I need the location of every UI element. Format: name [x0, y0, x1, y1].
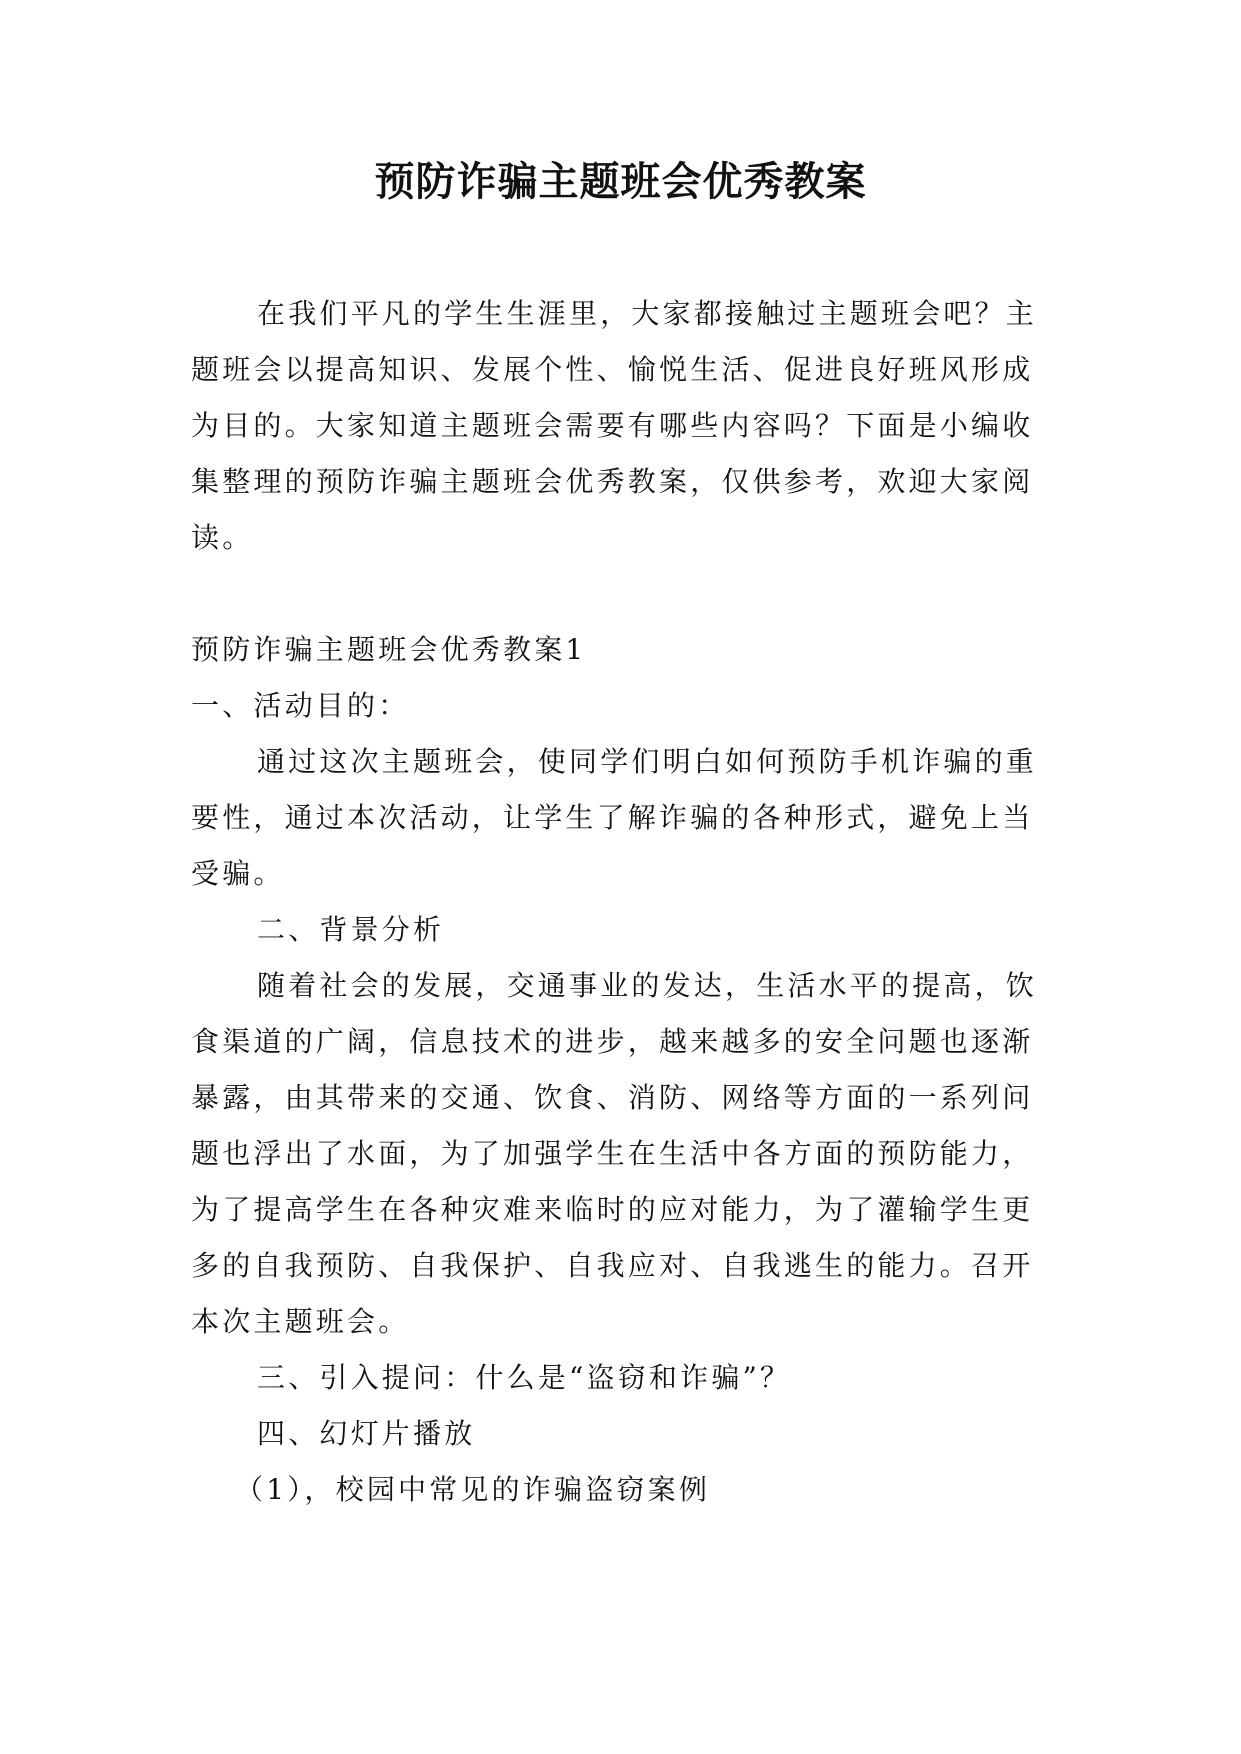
- heading-activity-purpose: 一、活动目的：: [191, 689, 410, 722]
- document-title: 预防诈骗主题班会优秀教案: [374, 159, 867, 205]
- list-item-case-examples: （1），校园中常见的诈骗盗窃案例: [235, 1473, 711, 1506]
- heading-slideshow: 四、幻灯片播放: [257, 1417, 476, 1450]
- heading-introduce-question: 三、引入提问：什么是“盗窃和诈骗”？: [257, 1361, 792, 1394]
- section-title: 预防诈骗主题班会优秀教案1: [191, 633, 587, 666]
- heading-background-analysis: 二、背景分析: [257, 913, 445, 946]
- paragraph-activity-purpose: 通过这次主题班会，使同学们明白如何预防手机诈骗的重要性，通过本次活动，让学生了解诈骗的各种形式，避免上当受骗。: [191, 745, 1038, 890]
- document-body: [191, 286, 1051, 1518]
- spacer: [191, 566, 1051, 622]
- paragraph-background-analysis: 随着社会的发展，交通事业的发达，生活水平的提高，饮食渠道的广阔，信息技术的进步，越来越多的安全问题也逐渐暴露，由其带来的交通、饮食、消防、网络等方面的一系列问题也浮出了水面，为了加强学生在生活中各方面的预防能力，为了提高学生在各种灾难来临时的应对能力，为了灌输学生更多的自我预防、自我保护、自我应对、自我逃生的能力。召开本次主题班会。: [191, 969, 1038, 1338]
- intro-paragraph: 在我们平凡的学生生涯里，大家都接触过主题班会吧？主题班会以提高知识、发展个性、愉悦生活、促进良好班风形成为目的。大家知道主题班会需要有哪些内容吗？下面是小编收集整理的预防诈骗主题班会优秀教案，仅供参考，欢迎大家阅读。: [191, 297, 1038, 554]
